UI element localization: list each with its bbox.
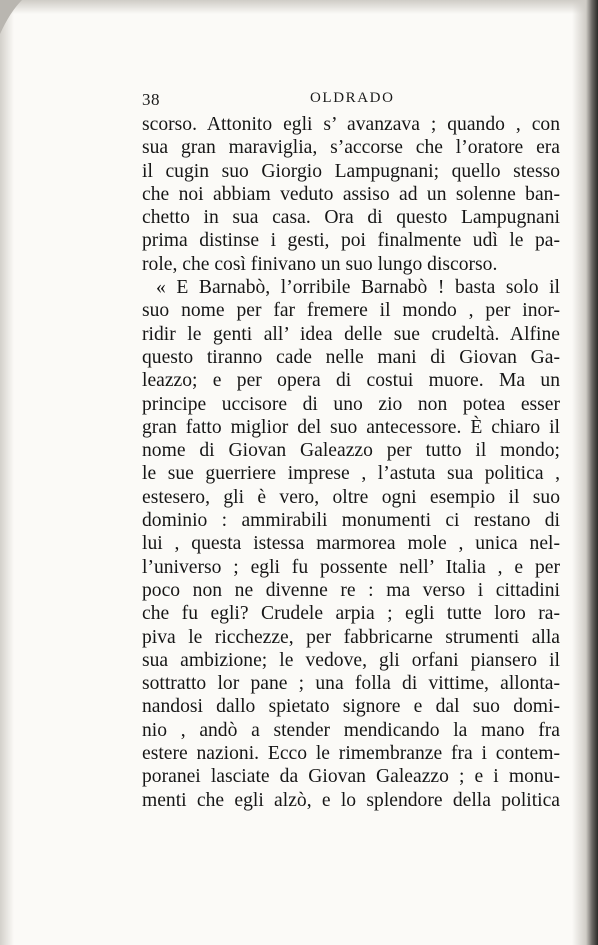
scan-edge-top xyxy=(0,0,598,14)
text-line: il cugin suo Giorgio Lampugnani; quello stesso xyxy=(142,160,560,182)
text-line: poco non ne divenne re : ma verso i cittadini xyxy=(142,579,560,601)
text-line: leazzo; e per opera di costui muore. Ma un xyxy=(142,370,560,392)
text-line: prima distinse i gesti, poi finalmente udì le pa- xyxy=(142,230,560,252)
text-line: suo nome per far fremere il mondo , per inor- xyxy=(142,300,560,322)
text-line: sua gran maraviglia, s’accorse che l’oratore era xyxy=(142,137,560,159)
text-line: chetto in sua casa. Ora di questo Lampugnani xyxy=(142,207,560,229)
text-line: nome di Giovan Galeazzo per tutto il mondo; xyxy=(142,440,560,462)
text-line: role, che così finivano un suo lungo discorso. xyxy=(142,253,498,275)
text-line: principe uccisore di uno zio non potea esser xyxy=(142,393,560,415)
text-line: l’universo ; egli fu possente nell’ Italia , e per xyxy=(142,556,560,578)
text-line: nandosi dallo spietato signore e dal suo domi- xyxy=(142,696,560,718)
page-number: 38 xyxy=(142,90,160,109)
text-line: nio , andò a stender mendicando la mano fra xyxy=(142,719,560,741)
text-line: le sue guerriere imprese , l’astuta sua politica , xyxy=(142,463,560,485)
running-title: OLDRADO xyxy=(310,90,395,106)
page-corner-curl xyxy=(0,0,60,60)
text-line: ridir le genti all’ idea delle sue crudeltà. Alfine xyxy=(142,323,560,345)
text-line: estesero, gli è vero, oltre ogni esempio il suo xyxy=(142,486,560,508)
text-line: gran fatto miglior del suo antecessore. È chiaro il xyxy=(142,416,560,438)
body-text xyxy=(142,113,560,812)
text-line: estere nazioni. Ecco le rimembranze fra i contem- xyxy=(142,743,560,765)
text-line: questo tiranno cade nelle mani di Giovan Ga- xyxy=(142,346,560,368)
text-line: « E Barnabò, l’orribile Barnabò ! basta solo il xyxy=(156,277,560,299)
page-header xyxy=(142,90,558,112)
text-line: dominio : ammirabili monumenti ci restano di xyxy=(142,510,560,532)
text-line: che noi abbiam veduto assiso ad un solenne ban- xyxy=(142,183,560,205)
scan-edge-left xyxy=(0,0,14,945)
text-line: menti che egli alzò, e lo splendore della politica xyxy=(142,789,560,811)
text-line: lui , questa istessa marmorea mole , unica nel- xyxy=(142,533,560,555)
text-line: poranei lasciate da Giovan Galeazzo ; e i monu- xyxy=(142,766,560,788)
text-line: che fu egli? Crudele arpia ; egli tutte loro ra- xyxy=(142,603,560,625)
text-line: sottratto lor pane ; una folla di vittime, allonta- xyxy=(142,673,560,695)
scan-edge-right xyxy=(572,0,598,945)
text-line: scorso. Attonito egli s’ avanzava ; quando , con xyxy=(142,114,560,135)
text-line: sua ambizione; le vedove, gli orfani piansero il xyxy=(142,649,560,671)
text-line: piva le ricchezze, per fabbricarne strumenti alla xyxy=(142,626,560,648)
